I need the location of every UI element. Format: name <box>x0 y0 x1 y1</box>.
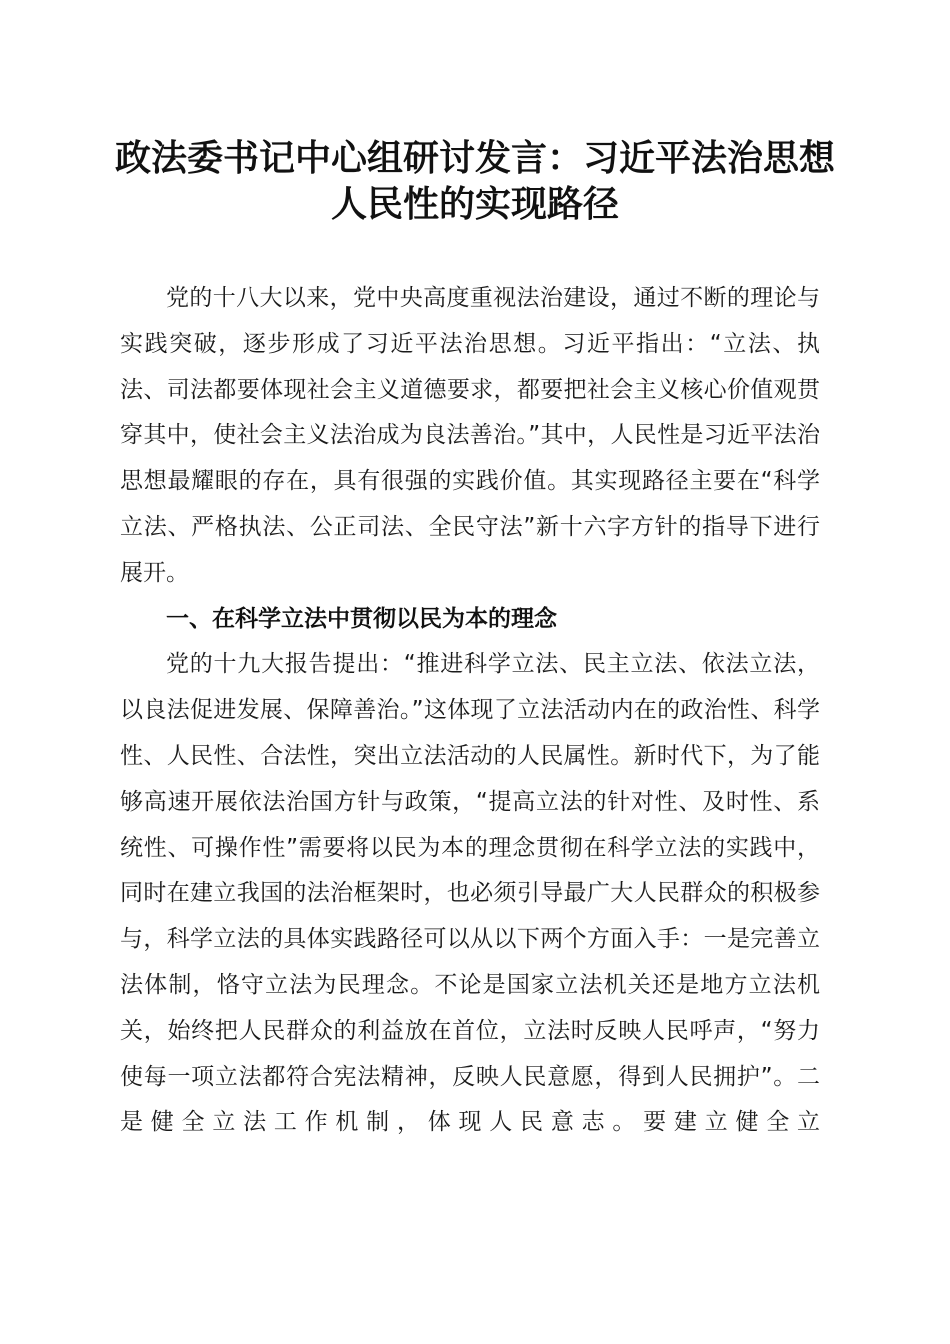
document-title <box>100 135 850 227</box>
title-line-2: 人民性的实现路径 <box>330 183 619 225</box>
intro-paragraph: 党的十八大以来，党中央高度重视法治建设，通过不断的理论与实践突破，逐步形成了习近平法治思想。习近平指出：“立法、执法、司法都要体现社会主义道德要求，都要把社会主义核心价值观贯穿其中，使社会主义法治成为良法善治。”其中，人民性是习近平法治思想最耀眼的存在，具有很强的实践价值。其实现路径主要在“科学立法、严格执法、公正司法、全民守法”新十六字方针的指导下进行展开。 <box>120 285 820 586</box>
section-1-paragraph: 党的十九大报告提出：“推进科学立法、民主立法、依法立法，以良法促进发展、保障善治。”这体现了立法活动内在的政治性、科学性、人民性、合法性，突出立法活动的人民属性。新时代下，为了能够高速开展依法治国方针与政策，“提高立法的针对性、及时性、系统性、可操作性”需要将以民为本的理念贯彻在科学立法的实践中，同时在建立我国的法治框架时，也必须引导最广大人民群众的积极参与，科学立法的具体实践路径可以从以下两个方面入手：一是完善立法体制，恪守立法为民理念。不论是国家立法机关还是地方立法机关，始终把人民群众的利益放在首位，立法时反映人民呼声，“努力使每一项立法都符合宪法精神，反映人民意愿，得到人民拥护”。二是健全立法工作机制，体现人民意志。要建立健全立 <box>120 651 820 1136</box>
title-line-1: 政法委书记中心组研讨发言：习近平法治思想 <box>114 137 835 179</box>
document-body <box>120 276 820 1146</box>
section-heading-1: 一、在科学立法中贯彻以民为本的理念 <box>166 605 557 632</box>
